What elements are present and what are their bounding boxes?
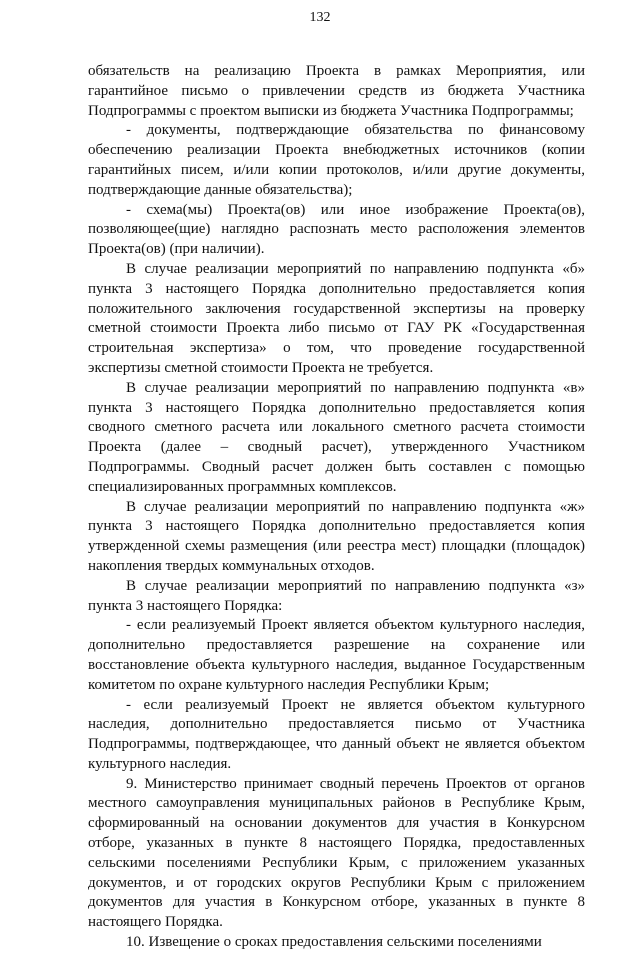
paragraph-list-item: - если реализуемый Проект не является объектом культурного наследия, дополнительно предоставляется письмо от Участника Подпрограммы, подтверждающее, что данный объект не является объектом культурного наследия. bbox=[88, 696, 585, 772]
paragraph-item-9: 9. Министерство принимает сводный перечень Проектов от органов местного самоуправления муниципальных районов в Республике Крым, сформированный на основании документов для участия в Конкурсном отборе, указанных в пункте 8 настоящего Порядка, предоставленных сельскими поселениями Республики Крым, с приложением указанных документов, и от городских округов Республики Крым с приложением документов для участия в Конкурсном отборе, указанных в пункте 8 настоящего Порядка. bbox=[88, 775, 585, 931]
paragraph: В случае реализации мероприятий по направлению подпункта «ж» пункта 3 настоящего Порядка дополнительно предоставляется копия утвержденной схемы размещения (или реестра мест) площадки (площадок) накопления твердых коммунальных отходов. bbox=[88, 498, 585, 574]
page-number: 132 bbox=[309, 10, 331, 25]
paragraph: В случае реализации мероприятий по направлению подпункта «б» пункта 3 настоящего Порядка дополнительно предоставляется копия положительного заключения государственной экспертизы на проверку сметной стоимости Проекта либо письмо от ГАУ РК «Государственная строительная экспертиза» о том, что проведение государственной экспертизы сметной стоимости Проекта не требуется. bbox=[88, 260, 585, 376]
document-body bbox=[88, 62, 585, 953]
paragraph: В случае реализации мероприятий по направлению подпункта «з» пункта 3 настоящего Порядка: bbox=[88, 577, 585, 614]
paragraph-item-10: 10. Извещение о сроках предоставления сельскими поселениями bbox=[126, 934, 542, 951]
paragraph-list-item: - схема(мы) Проекта(ов) или иное изображение Проекта(ов), позволяющее(щие) наглядно распознать место расположения элементов Проекта(ов) (при наличии). bbox=[88, 201, 585, 258]
paragraph: обязательств на реализацию Проекта в рамках Мероприятия, или гарантийное письмо о привлечении средств из бюджета Участника Подпрограммы с проектом выписки из бюджета Участника Подпрограммы; bbox=[88, 63, 585, 119]
paragraph-list-item: - документы, подтверждающие обязательства по финансовому обеспечению реализации Проекта внебюджетных источников (копии гарантийных писем, и/или копии протоколов, и/или другие документы, подтверждающие данные обязательства); bbox=[88, 122, 585, 198]
paragraph: В случае реализации мероприятий по направлению подпункта «в» пункта 3 настоящего Порядка дополнительно предоставляется копия сводного сметного расчета или локального сметного расчета стоимости Проекта (далее – сводный расчет), утвержденного Участником Подпрограммы. Сводный расчет должен быть составлен с помощью специализированных программных комплексов. bbox=[88, 379, 585, 495]
paragraph-list-item: - если реализуемый Проект является объектом культурного наследия, дополнительно предоставляется разрешение на сохранение или восстановление объекта культурного наследия, выданное Государственным комитетом по охране культурного наследия Республики Крым; bbox=[88, 617, 585, 693]
